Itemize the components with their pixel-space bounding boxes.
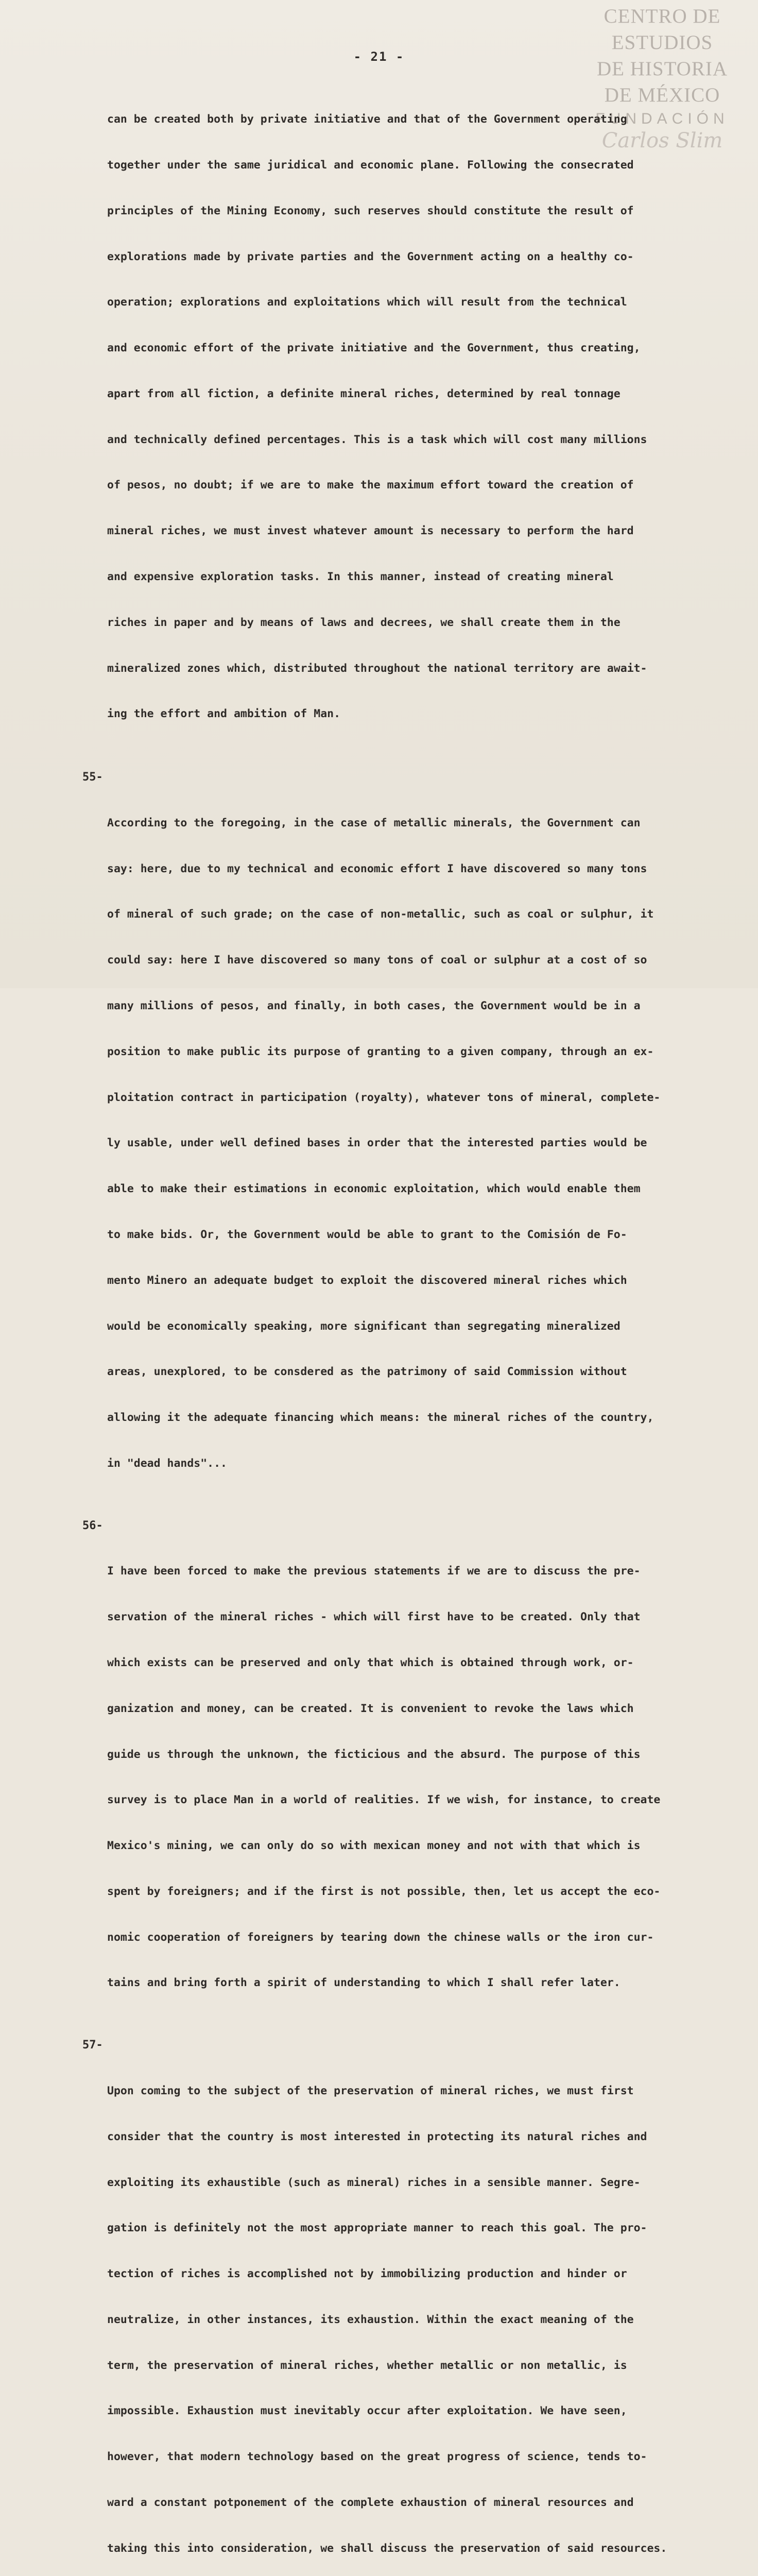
text-line: of pesos, no doubt; if we are to make the maximum effort toward the creation of (107, 479, 634, 492)
text-line: Mexico's mining, we can only do so with mexican money and not with that which is (107, 1839, 641, 1853)
text-line: ward a constant potponement of the complete exhaustion of mineral resources and (107, 2496, 634, 2510)
text-line: ganization and money, can be created. It is convenient to revoke the laws which (107, 1702, 634, 1715)
text-line: ing the effort and ambition of Man. (107, 707, 341, 721)
text-line: of mineral of such grade; on the case of non-metallic, such as coal or sulphur, it (107, 908, 654, 921)
text-line: ly usable, under well defined bases in order that the interested parties would be (107, 1137, 647, 1150)
watermark-foundation: FUNDACIÓN (595, 110, 729, 127)
watermark-signature: Carlos Slim (601, 129, 723, 152)
text-line: spent by foreigners; and if the first is not possible, then, let us accept the eco- (107, 1885, 661, 1898)
text-line: guide us through the unknown, the ficticious and the absurd. The purpose of this (107, 1748, 641, 1761)
text-line: consider that the country is most interested in protecting its natural riches and (107, 2130, 647, 2143)
paragraph-57 (82, 2038, 740, 2576)
text-line: to make bids. Or, the Government would be able to grant to the Comisión de Fo- (107, 1228, 627, 1241)
text-line: mento Minero an adequate budget to exploit the discovered mineral riches which (107, 1274, 627, 1287)
watermark-line: DE MÉXICO (604, 84, 720, 106)
paragraph-number: 55- (82, 771, 103, 784)
watermark-line: ESTUDIOS (611, 31, 713, 54)
text-line: tains and bring forth a spirit of understanding to which I shall refer later. (107, 1976, 621, 1990)
text-line: which exists can be preserved and only that which is obtained through work, or- (107, 1656, 634, 1669)
text-line: however, that modern technology based on the great progress of science, tends to- (107, 2450, 647, 2464)
text-line: areas, unexplored, to be consdered as the patrimony of said Commission without (107, 1365, 627, 1379)
text-line: say: here, due to my technical and economic effort I have discovered so many tons (107, 862, 647, 875)
text-line: operation; explorations and exploitations which will result from the technical (107, 296, 627, 309)
text-line: apart from all fiction, a definite mineral riches, determined by real tonnage (107, 387, 621, 400)
text-line: servation of the mineral riches - which will first have to be created. Only that (107, 1611, 641, 1624)
text-line: allowing it the adequate financing which means: the mineral riches of the country, (107, 1411, 654, 1425)
paragraph-continuation (107, 81, 740, 752)
text-line: could say: here I have discovered so many tons of coal or sulphur at a cost of so (107, 954, 647, 967)
text-line: mineralized zones which, distributed throughout the national territory are await- (107, 662, 647, 675)
text-line: many millions of pesos, and finally, in both cases, the Government would be in a (107, 999, 641, 1013)
text-line: Upon coming to the subject of the preservation of mineral riches, we must first (107, 2084, 634, 2097)
text-line: and technically defined percentages. This is a task which will cost many millions (107, 433, 647, 446)
text-line: gation is definitely not the most appropriate manner to reach this goal. The pro- (107, 2222, 647, 2235)
text-line: exploiting its exhaustible (such as mineral) riches in a sensible manner. Segre- (107, 2176, 641, 2189)
paragraph-56 (82, 1518, 740, 2022)
text-line: together under the same juridical and economic plane. Following the consecrated (107, 158, 634, 172)
text-line: nomic cooperation of foreigners by tearing down the chinese walls or the iron cur- (107, 1930, 654, 1944)
text-line: tection of riches is accomplished not by immobilizing production and hinder or (107, 2267, 627, 2281)
text-line: riches in paper and by means of laws and decrees, we shall create them in the (107, 616, 621, 629)
text-line: taking this into consideration, we shall discuss the preservation of said resources. (107, 2541, 667, 2555)
page-number: - 21 - (353, 49, 405, 64)
paragraph-number: 56- (82, 1519, 103, 1532)
text-line: I have been forced to make the previous statements if we are to discuss the pre- (107, 1565, 641, 1578)
text-line: able to make their estimations in economic exploitation, which would enable them (107, 1182, 641, 1196)
text-line: explorations made by private parties and the Government acting on a healthy co- (107, 250, 634, 263)
watermark-line: CENTRO DE (604, 5, 721, 27)
paragraph-55 (82, 770, 740, 1502)
text-line: neutralize, in other instances, its exhaustion. Within the exact meaning of the (107, 2313, 634, 2326)
text-line: According to the foregoing, in the case of metallic minerals, the Government can (107, 816, 641, 829)
watermark-line: DE HISTORIA (596, 58, 728, 80)
text-line: and economic effort of the private initiative and the Government, thus creating, (107, 342, 641, 355)
text-line: and expensive exploration tasks. In this manner, instead of creating mineral (107, 570, 614, 583)
text-line: impossible. Exhaustion must inevitably occur after exploitation. We have seen, (107, 2404, 627, 2418)
text-line: principles of the Mining Economy, such reserves should constitute the result of (107, 204, 634, 217)
text-line: survey is to place Man in a world of realities. If we wish, for instance, to create (107, 1793, 661, 1807)
document-body (82, 81, 740, 2576)
paragraph-number: 57- (82, 2039, 103, 2052)
text-line: ploitation contract in participation (royalty), whatever tons of mineral, complete- (107, 1091, 661, 1104)
text-line: would be economically speaking, more significant than segregating mineralized (107, 1319, 621, 1333)
text-line: can be created both by private initiative and that of the Government operating (107, 113, 627, 126)
text-line: in "dead hands"... (107, 1456, 227, 1470)
text-line: term, the preservation of mineral riches, whether metallic or non metallic, is (107, 2359, 627, 2372)
text-line: position to make public its purpose of granting to a given company, through an ex- (107, 1045, 654, 1058)
text-line: mineral riches, we must invest whatever amount is necessary to perform the hard (107, 524, 634, 538)
